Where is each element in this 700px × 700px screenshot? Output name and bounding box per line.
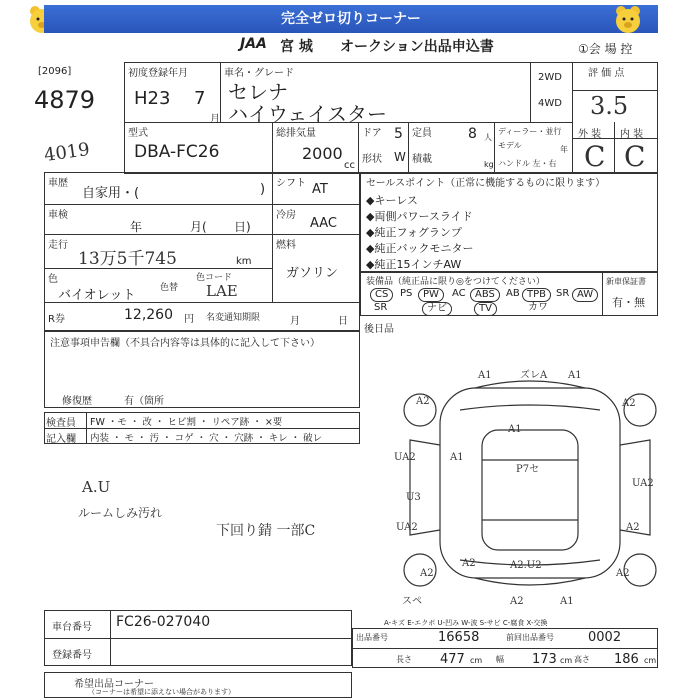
first-reg-year: H23: [134, 88, 171, 109]
damage-mark: A2: [462, 558, 476, 569]
color-value: バイオレット: [58, 288, 136, 303]
shift-label: シフト: [276, 178, 306, 189]
width-label: 幅: [496, 655, 504, 664]
venue-name: 宮 城: [280, 39, 313, 55]
lot-number: 4879: [34, 86, 96, 114]
chassis-value: FC26-027040: [116, 614, 211, 630]
damage-mark: A2: [626, 522, 640, 533]
chassis-label: 車台番号: [52, 622, 92, 633]
sales-point-item: ◆純正15インチAW: [366, 258, 462, 271]
damage-mark: A2: [510, 596, 524, 607]
first-reg-label: 初度登録年月: [128, 68, 188, 79]
history-value: 有（箇所: [124, 396, 164, 407]
handle-label: ハンドル 左・右: [498, 159, 557, 168]
copy-label: ①会 場 控: [578, 42, 633, 56]
equip-sr: SR: [374, 302, 388, 313]
equipment-label: 装備品（純正品に限り◎をつけてください）: [366, 277, 545, 287]
equip-ab: AB: [506, 288, 520, 299]
damage-mark: P7セ: [516, 464, 540, 475]
recycle-label: R券: [48, 314, 65, 325]
color-change-label: 色替: [160, 283, 179, 293]
color-label: 色: [48, 274, 58, 285]
doors-value: 5: [394, 126, 403, 142]
usage-close: ): [260, 182, 266, 197]
inspector-label-2: 記入欄: [46, 434, 76, 445]
usage-value: 自家用・(: [82, 186, 140, 201]
shift-value: AT: [312, 182, 328, 197]
form-title: オークション出品申込書: [340, 39, 494, 55]
sales-point-item: ◆純正バックモニター: [366, 242, 474, 255]
rating-int-value: C: [624, 140, 646, 173]
displacement-label: 総排気量: [276, 128, 316, 139]
registration-label: 登録番号: [52, 650, 92, 661]
equip-abs: ABS: [470, 288, 500, 302]
recycle-unit: 円: [184, 314, 194, 325]
fuel-value: ガソリン: [286, 266, 339, 281]
seq-label-2: 前回出品番号: [506, 633, 554, 642]
damage-mark: ズレA: [520, 370, 548, 381]
displacement-unit: cc: [344, 160, 355, 171]
seq-value-2: 0002: [588, 630, 622, 645]
equip-tv: TV: [474, 302, 497, 316]
sales-point-item: ◆純正フォグランプ: [366, 226, 462, 239]
height-value: 186: [614, 652, 639, 667]
inspection-month: 月(: [190, 220, 207, 234]
corner-note: （コーナーは希望に添えない場合があります）: [88, 688, 235, 696]
handwritten-note-1: A.U: [82, 478, 111, 496]
cooling-value: AAC: [310, 216, 337, 231]
sales-points-label: セールスポイント（正常に機能するものに限ります）: [366, 178, 606, 189]
cargo-unit: kg: [484, 160, 494, 169]
length-value: 477: [440, 652, 465, 667]
cooling-label: 冷房: [276, 210, 296, 221]
new-warranty-value: 有・無: [612, 296, 645, 309]
damage-mark: A2: [622, 398, 636, 409]
inspection-label: 車検: [48, 210, 68, 221]
first-reg-month: 7: [194, 88, 206, 109]
damage-mark: U3: [406, 492, 421, 503]
inspector-label-1: 検査員: [46, 418, 76, 429]
seq-label-1: 出品番号: [356, 633, 388, 642]
banner-title: 完全ゼロ切りコーナー: [44, 5, 658, 33]
height-label: 高さ: [574, 655, 590, 664]
fuel-label: 燃料: [276, 240, 296, 251]
color-code-label: 色コード: [196, 273, 233, 283]
equip-aw: AW: [572, 288, 598, 302]
new-warranty-label: 新車保証書: [606, 277, 646, 286]
drive-4wd: 4WD: [538, 98, 562, 109]
height-unit: cm: [644, 656, 657, 665]
equip-tpb: TPB: [522, 288, 551, 302]
damage-mark: A1: [560, 596, 574, 607]
handwritten-note-2: ルームしみ汚れ: [78, 506, 163, 520]
cargo-label: 積載: [412, 154, 432, 165]
equip-leather: カワ: [528, 302, 548, 313]
damage-mark: UA2: [632, 478, 654, 489]
history-label: 修復歴: [62, 396, 92, 407]
notice-month: 月: [290, 316, 300, 327]
damage-mark: A1: [478, 370, 492, 381]
equip-ps: PS: [400, 288, 413, 299]
car-damage-diagram: [390, 360, 670, 610]
drive-2wd: 2WD: [538, 72, 562, 83]
damage-mark: スペ: [402, 596, 422, 607]
bear-mascot-right-icon: [612, 3, 644, 35]
notice-day: 日: [338, 316, 348, 327]
equip-cs: CS: [370, 288, 393, 302]
model-value: DBA-FC26: [134, 142, 220, 162]
corner-label: 希望出品コーナー: [74, 679, 154, 690]
model-label: 型式: [128, 128, 148, 139]
model-year-label: モデル: [498, 141, 522, 150]
length-unit: cm: [470, 656, 483, 665]
lot-side-number: 4019: [42, 138, 92, 167]
car-grade: ハイウェイスター: [228, 102, 387, 126]
seq-value-1: 16658: [438, 630, 480, 645]
rating-int-label: 内 装: [620, 129, 644, 140]
damage-mark: A2: [420, 568, 434, 579]
car-name-label: 車名・グレード: [224, 68, 294, 79]
capacity-unit: 人: [484, 133, 492, 142]
damage-mark: A1: [508, 424, 522, 435]
jaa-logo: JAA: [240, 36, 267, 52]
doors-label: ドア: [362, 128, 382, 139]
rear-label: 後日品: [364, 324, 394, 335]
damage-mark: UA2: [396, 522, 418, 533]
model-year-unit: 年: [560, 145, 568, 154]
mileage-label: 走行: [48, 240, 68, 251]
shape-value: W: [394, 150, 406, 164]
equip-pw: PW: [418, 288, 444, 302]
notice-label: 名変通知期限: [206, 313, 261, 323]
recycle-value: 12,260: [124, 307, 173, 323]
displacement-value: 2000: [302, 144, 343, 163]
sales-point-item: ◆両側パワースライド: [366, 210, 473, 223]
damage-mark: A1: [568, 370, 582, 381]
damage-legend: A-キズ E-エクボ U-凹み W-波 S-サビ C-腐食 X-交換: [384, 619, 548, 627]
usage-label: 車歴: [48, 178, 68, 189]
notes-label: 注意事項申告欄（不具合内容等は具体的に記入して下さい）: [50, 338, 320, 349]
rating-ext-label: 外 装: [578, 129, 602, 140]
handwritten-note-3: 下回り錆 一部C: [216, 523, 316, 539]
damage-mark: UA2: [394, 452, 416, 463]
capacity-value: 8: [468, 126, 477, 142]
mileage-unit: km: [236, 256, 252, 267]
damage-mark: A1: [450, 452, 464, 463]
lot-code: [2096]: [38, 66, 72, 77]
length-label: 長さ: [396, 655, 412, 664]
damage-mark: A2: [416, 396, 430, 407]
equip-ac: AC: [452, 288, 466, 299]
rating-value: 3.5: [590, 92, 629, 120]
inspector-row-2: 内装 ・ モ ・ 汚 ・ コゲ ・ 穴 ・ 穴跡 ・ キレ ・ 破レ: [90, 433, 323, 444]
shape-label: 形状: [362, 154, 382, 165]
inspector-row-1: FW ・モ ・ 改 ・ ヒビ割 ・ リペア跡 ・ ×要: [90, 417, 283, 428]
first-reg-month-unit: 月: [210, 114, 220, 125]
equip-sr-top: SR: [556, 288, 570, 299]
damage-mark: A2: [616, 568, 630, 579]
rating-label: 評 価 点: [588, 68, 625, 79]
width-value: 173: [532, 652, 557, 667]
width-unit: cm: [560, 656, 573, 665]
car-name: セレナ: [228, 80, 288, 104]
inspection-year: 年: [130, 220, 143, 234]
damage-mark: A2.U2: [510, 560, 542, 571]
sales-point-item: ◆キーレス: [366, 194, 418, 207]
inspection-day: 日): [234, 220, 251, 234]
dealer-label: ディーラー・並行: [498, 127, 562, 136]
capacity-label: 定員: [412, 128, 432, 139]
rating-ext-value: C: [584, 140, 606, 173]
color-code: LAE: [206, 282, 238, 300]
mileage-value: 13万5千745: [78, 249, 177, 269]
equip-navi: ナビ: [422, 302, 452, 316]
